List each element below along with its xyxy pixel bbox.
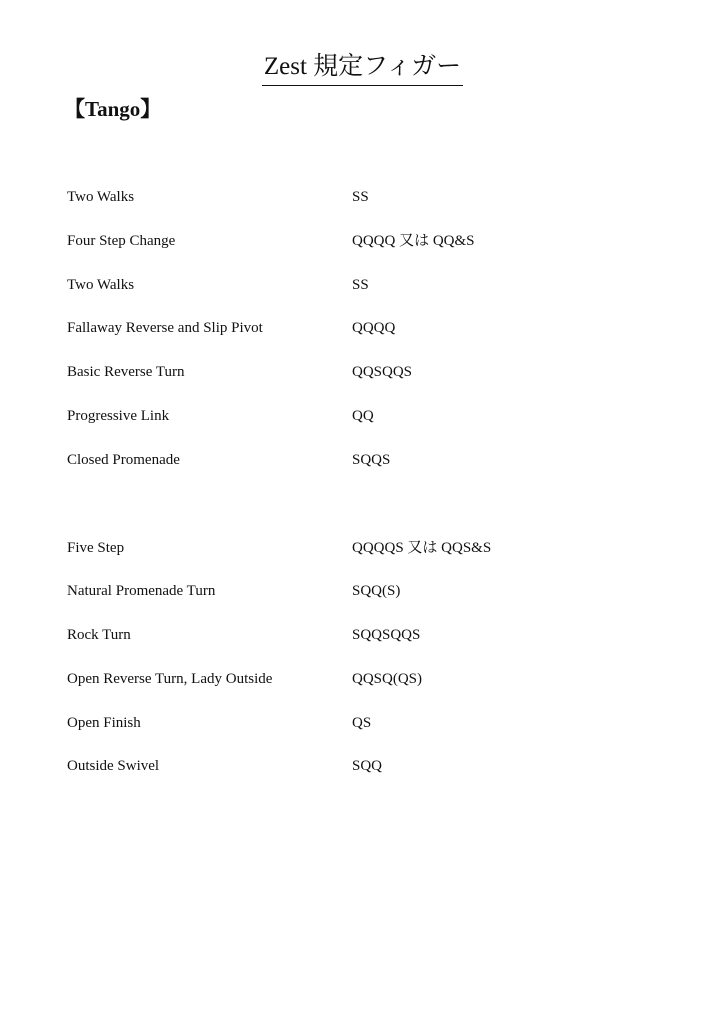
- figure-name: Fallaway Reverse and Slip Pivot: [67, 320, 263, 336]
- figure-timing: QQQQS 又は QQS&S: [352, 540, 492, 556]
- figure-timing: QQSQ(QS): [352, 671, 423, 687]
- figure-name: Closed Promenade: [67, 452, 180, 468]
- figure-timing: SS: [352, 189, 369, 205]
- figure-row: [67, 667, 627, 691]
- figure-row: [67, 229, 627, 253]
- figure-row: [67, 711, 627, 735]
- figure-name: Progressive Link: [67, 408, 170, 424]
- figure-row: [67, 404, 627, 428]
- figure-name: Natural Promenade Turn: [67, 583, 216, 599]
- figure-row: [67, 360, 627, 384]
- figure-row: [67, 448, 627, 472]
- figure-timing: QQQQ 又は QQ&S: [352, 233, 475, 249]
- document-title-text: Zest 規定フィガー: [262, 50, 463, 86]
- figure-name: Five Step: [67, 540, 125, 556]
- figure-timing: SQQSQQS: [352, 627, 421, 643]
- figure-timing: SQQ: [352, 758, 383, 774]
- figure-row: [67, 273, 627, 297]
- figure-timing: QS: [352, 715, 372, 731]
- figure-row: [67, 185, 627, 209]
- figure-name: Open Finish: [67, 715, 141, 731]
- figure-row: [67, 579, 627, 603]
- figure-name: Two Walks: [67, 189, 135, 205]
- figure-name: Open Reverse Turn, Lady Outside: [67, 671, 273, 687]
- figure-timing: SQQS: [352, 452, 391, 468]
- figure-timing: QQSQQS: [352, 364, 413, 380]
- figure-row: [67, 623, 627, 647]
- figure-timing: QQ: [352, 408, 374, 424]
- figure-timing: SS: [352, 277, 369, 293]
- figure-name: Basic Reverse Turn: [67, 364, 185, 380]
- section-heading: 【Tango】: [64, 97, 162, 121]
- figure-name: Rock Turn: [67, 627, 131, 643]
- figure-row: [67, 754, 627, 778]
- figure-name: Two Walks: [67, 277, 135, 293]
- figure-row: [67, 536, 627, 560]
- figure-name: Outside Swivel: [67, 758, 160, 774]
- figure-timing: QQQQ: [352, 320, 396, 336]
- figure-name: Four Step Change: [67, 233, 176, 249]
- figure-row: [67, 316, 627, 340]
- figure-timing: SQQ(S): [352, 583, 401, 599]
